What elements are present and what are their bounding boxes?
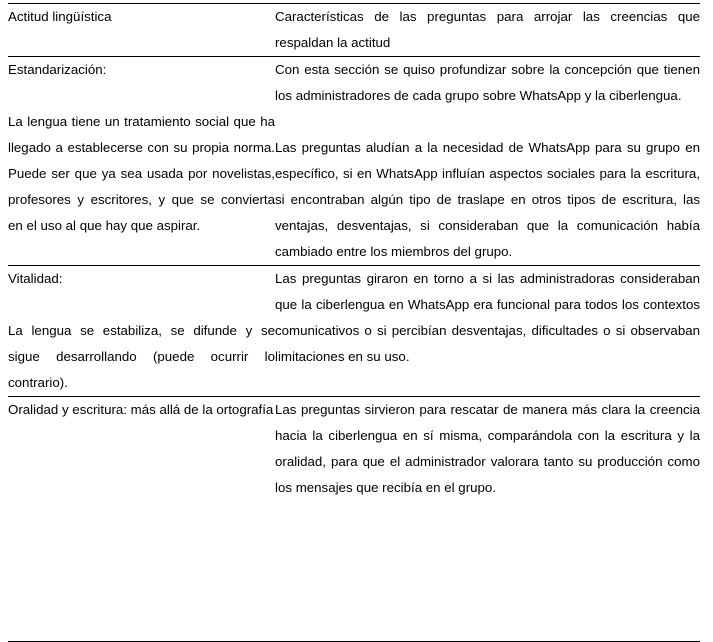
row-1-right-cell — [275, 57, 700, 266]
header-cell-characteristics — [275, 4, 700, 57]
linguistic-attitude-table — [8, 3, 700, 642]
table-row — [8, 57, 700, 266]
table-header-row — [8, 4, 700, 57]
row-3-left-cell — [8, 397, 275, 642]
header-cell-attitude — [8, 4, 275, 57]
row-3-left-title: Oralidad y escritura: más allá de la ortografía — [8, 402, 274, 417]
header-label-attitude: Actitud lingüística — [8, 9, 112, 24]
row-2-left-body: La lengua se estabiliza, se difunde y se sigue desarrollando (puede ocurrir lo contrario). — [8, 323, 275, 390]
row-2-left-title: Vitalidad: — [8, 271, 63, 286]
row-2-left-cell — [8, 266, 275, 397]
table-row — [8, 266, 700, 397]
row-3-right-cell — [275, 397, 700, 642]
row-1-left-title: Estandarización: — [8, 62, 107, 77]
row-3-right-paragraph-1: Las preguntas sirvieron para rescatar de manera más clara la creencia hacia la ciberlengua en sí misma, comparándola con la escritura y la oralidad, para que el administrador valorara tanto su producción como los mensajes que recibía en el grupo. — [275, 402, 700, 495]
row-1-right-paragraph-1: Con esta sección se quiso profundizar sobre la concepción que tienen los administradores de cada grupo sobre WhatsApp y la ciberlengua. — [275, 62, 700, 103]
row-2-right-paragraph-1: Las preguntas giraron en torno a si las administradoras consideraban que la ciberlengua en WhatsApp era funcional para todos los contextos comunicativos o si percibían desventajas, dificultades o si observaban limitaciones en su uso. — [275, 271, 700, 364]
table-container — [8, 3, 700, 642]
header-label-characteristics: Características de las preguntas para arrojar las creencias que respaldan la actitud — [275, 9, 700, 50]
row-2-right-cell — [275, 266, 700, 397]
row-1-left-cell — [8, 57, 275, 266]
row-1-left-body: La lengua tiene un tratamiento social que ha llegado a establecerse con su propia norma. Puede ser que ya sea usada por novelistas, profesores y escritores, y que se convierta en el uso al que hay que aspirar. — [8, 114, 275, 233]
row-1-right-paragraph-2: Las preguntas aludían a la necesidad de WhatsApp para su grupo en específico, si en WhatsApp influían aspectos sociales para la escritura, si encontraban algún tipo de traslape en otros tipos de escritura, las ventajas, desventajas, si consideraban que la comunicación había cambiado entre los miembros del grupo. — [275, 140, 700, 259]
table-row — [8, 397, 700, 642]
